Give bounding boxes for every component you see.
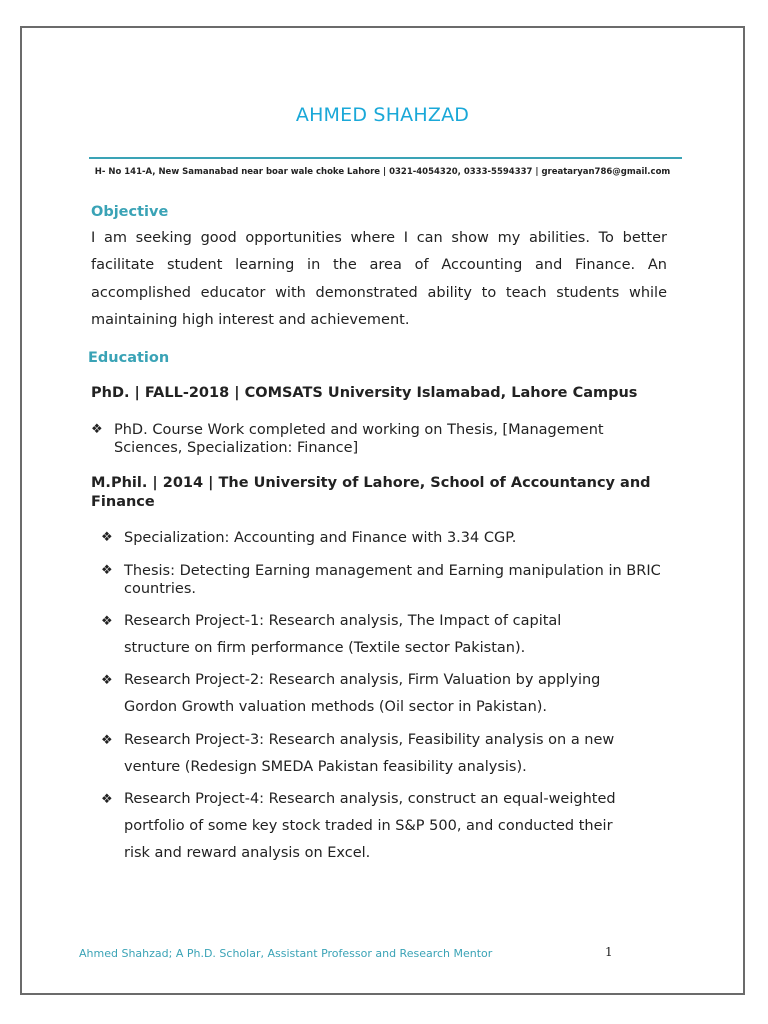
list-item-text: Thesis: Detecting Earning management and Earning manipulation in BRIC countries.: [124, 563, 661, 597]
bullet-diamond-icon: ❖: [101, 563, 113, 578]
objective-heading: Objective: [91, 204, 169, 220]
bullet-diamond-icon: ❖: [101, 792, 113, 807]
list-item-text: PhD. Course Work completed and working on Thesis, [Management Sciences, Specialization: Finance]: [114, 422, 604, 456]
bullet-diamond-icon: ❖: [101, 673, 113, 688]
list-item-text: Research Project-4: Research analysis, construct an equal-weighted portfolio of some key stock traded in S&P 500, and conducted their risk and reward analysis on Excel.: [124, 791, 616, 861]
education-heading: Education: [88, 350, 170, 366]
list-item-text: Research Project-3: Research analysis, Feasibility analysis on a new venture (Redesign SMEDA Pakistan feasibility analysis).: [124, 732, 615, 775]
phd-title: PhD. | FALL-2018 | COMSATS University Islamabad, Lahore Campus: [91, 385, 638, 401]
contact-line: H- No 141-A, New Samanabad near boar wale choke Lahore | 0321-4054320, 0333-5594337 | greataryan786@gmail.com: [94, 167, 671, 177]
bullet-diamond-icon: ❖: [101, 530, 113, 545]
resume-page: [20, 26, 745, 995]
header-divider: [89, 157, 682, 159]
candidate-name: AHMED SHAHZAD: [295, 104, 470, 126]
footer-text: Ahmed Shahzad; A Ph.D. Scholar, Assistant Professor and Research Mentor: [79, 947, 493, 960]
objective-text: I am seeking good opportunities where I can show my abilities. To better facilitate student learning in the area of Accounting and Finance. An accomplished educator with demonstrated ability to teach students while maintaining high interest and achievement.: [91, 230, 667, 328]
bullet-diamond-icon: ❖: [91, 422, 103, 437]
bullet-diamond-icon: ❖: [101, 614, 113, 629]
list-item-text: Research Project-2: Research analysis, Firm Valuation by applying Gordon Growth valuation methods (Oil sector in Pakistan).: [124, 672, 601, 715]
list-item-text: Research Project-1: Research analysis, The Impact of capital structure on firm performance (Textile sector Pakistan).: [124, 613, 562, 656]
page-number: 1: [605, 945, 613, 959]
bullet-diamond-icon: ❖: [101, 733, 113, 748]
mphil-title: M.Phil. | 2014 | The University of Lahore, School of Accountancy and Finance: [91, 475, 651, 510]
list-item-text: Specialization: Accounting and Finance with 3.34 CGP.: [124, 530, 517, 546]
